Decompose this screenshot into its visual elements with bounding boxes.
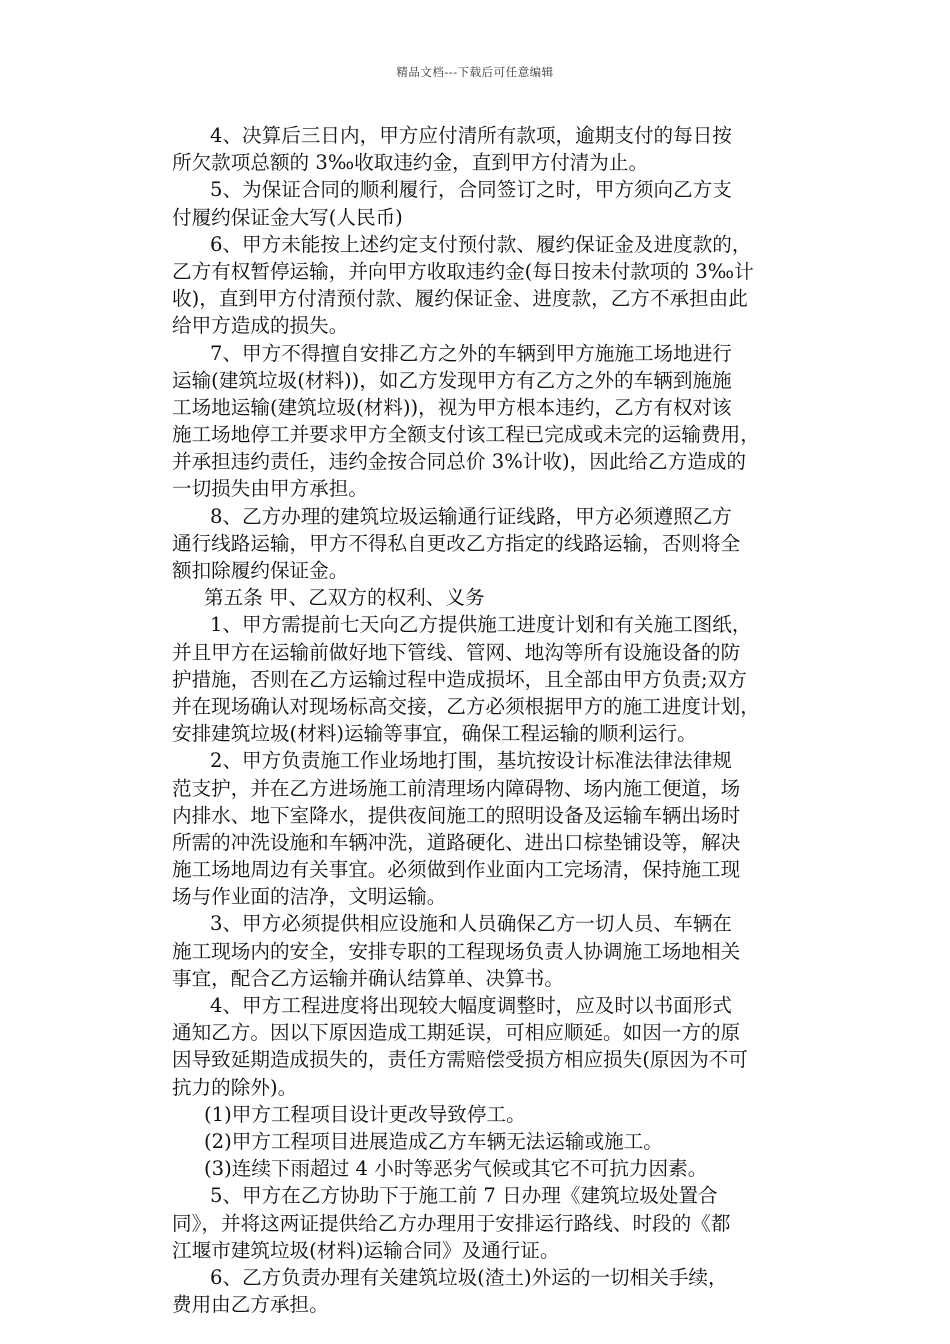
text-line: 场与作业面的洁净，文明运输。: [172, 885, 447, 909]
text-line: (2)甲方工程项目进展造成乙方车辆无法运输或施工。: [204, 1129, 663, 1153]
page-header: 精品文档---下载后可任意编辑: [396, 65, 554, 79]
text-line: 5、为保证合同的顺利履行，合同签订之时，甲方须向乙方支: [210, 178, 732, 202]
text-line: 范支护，并在乙方进场施工前清理场内障碍物、场内施工便道，场: [172, 776, 741, 800]
text-line: 2、甲方负责施工作业场地打围，基坑按设计标准法律法律规: [210, 749, 732, 773]
text-line: 费用由乙方承担。: [172, 1293, 329, 1317]
text-line: 3、甲方必须提供相应设施和人员确保乙方一切人员、车辆在: [210, 912, 732, 936]
text-line: 4、决算后三日内，甲方应付清所有款项，逾期支付的每日按: [210, 124, 732, 147]
text-line: 收)，直到甲方付清预付款、履约保证金、进度款，乙方不承担由此: [172, 287, 748, 311]
text-line: 第五条 甲、乙双方的权利、义务: [204, 586, 485, 610]
text-line: 5、甲方在乙方协助下于施工前 7 日办理《建筑垃圾处置合: [210, 1184, 718, 1208]
text-line: 给甲方造成的损失。: [172, 314, 349, 338]
text-line: 施工现场内的安全，安排专职的工程现场负责人协调施工场地相关: [172, 939, 741, 963]
document-body: [172, 122, 812, 1318]
text-line: 一切损失由甲方承担。: [172, 477, 368, 501]
text-line: 6、甲方未能按上述约定支付预付款、履约保证金及进度款的，: [210, 232, 752, 256]
text-line: 所需的冲洗设施和车辆冲洗，道路硬化、进出口棕垫铺设等，解决: [172, 830, 741, 854]
text-line: 安排建筑垃圾(材料)运输等事宜，确保工程运输的顺利运行。: [172, 722, 697, 746]
text-line: 并承担违约责任，违约金按合同总价 3%计收)，因此给乙方造成的: [172, 450, 746, 474]
text-line: 4、甲方工程进度将出现较大幅度调整时，应及时以书面形式: [210, 994, 732, 1017]
text-line: 额扣除履约保证金。: [172, 559, 349, 582]
text-line: (3)连续下雨超过 4 小时等恶劣气候或其它不可抗力因素。: [204, 1157, 708, 1181]
text-line: 通行线路运输，甲方不得私自更改乙方指定的线路运输，否则将全: [172, 531, 741, 555]
text-line: 乙方有权暂停运输，并向甲方收取违约金(每日按未付款项的 3‰计: [172, 259, 754, 283]
text-line: 护措施，否则在乙方运输过程中造成损坏，且全部由甲方负责;双方: [172, 667, 747, 691]
text-line: 运输(建筑垃圾(材料))，如乙方发现甲方有乙方之外的车辆到施施: [172, 368, 732, 392]
text-line: 工场地运输(建筑垃圾(材料))，视为甲方根本违约，乙方有权对该: [172, 395, 732, 419]
text-line: 事宜，配合乙方运输并确认结算单、决算书。: [172, 966, 564, 990]
text-line: 付履约保证金大写(人民币): [172, 205, 403, 229]
text-line: 所欠款项总额的 3‰收取违约金，直到甲方付清为止。: [172, 151, 649, 175]
text-line: 并在现场确认对现场标高交接，乙方必须根据甲方的施工进度计划，: [172, 694, 760, 718]
text-line: 8、乙方办理的建筑垃圾运输通行证线路，甲方必须遵照乙方: [210, 504, 732, 528]
text-line: 内排水、地下室降水，提供夜间施工的照明设备及运输车辆出场时: [172, 803, 741, 827]
text-line: 同》，并将这两证提供给乙方办理用于安排运行路线、时段的《都: [172, 1211, 731, 1235]
text-line: 抗力的除外)。: [172, 1075, 298, 1099]
text-line: (1)甲方工程项目设计更改导致停工。: [204, 1102, 526, 1126]
text-line: 通知乙方。因以下原因造成工期延误，可相应顺延。如因一方的原: [172, 1021, 741, 1045]
text-line: 因导致延期造成损失的，责任方需赔偿受损方相应损失(原因为不可: [172, 1048, 748, 1072]
text-line: 江堰市建筑垃圾(材料)运输合同》及通行证。: [172, 1238, 560, 1262]
text-line: 7、甲方不得擅自安排乙方之外的车辆到甲方施施工场地进行: [210, 341, 732, 365]
text-line: 施工场地停工并要求甲方全额支付该工程已完成或未完的运输费用，: [172, 423, 760, 447]
text-line: 6、乙方负责办理有关建筑垃圾(渣土)外运的一切相关手续，: [210, 1265, 728, 1289]
text-line: 1、甲方需提前七天向乙方提供施工进度计划和有关施工图纸，: [210, 613, 752, 637]
text-line: 施工场地周边有关事宜。必须做到作业面内工完场清，保持施工现: [172, 858, 741, 882]
text-line: 并且甲方在运输前做好地下管线、管网、地沟等所有设施设备的防: [172, 640, 741, 664]
